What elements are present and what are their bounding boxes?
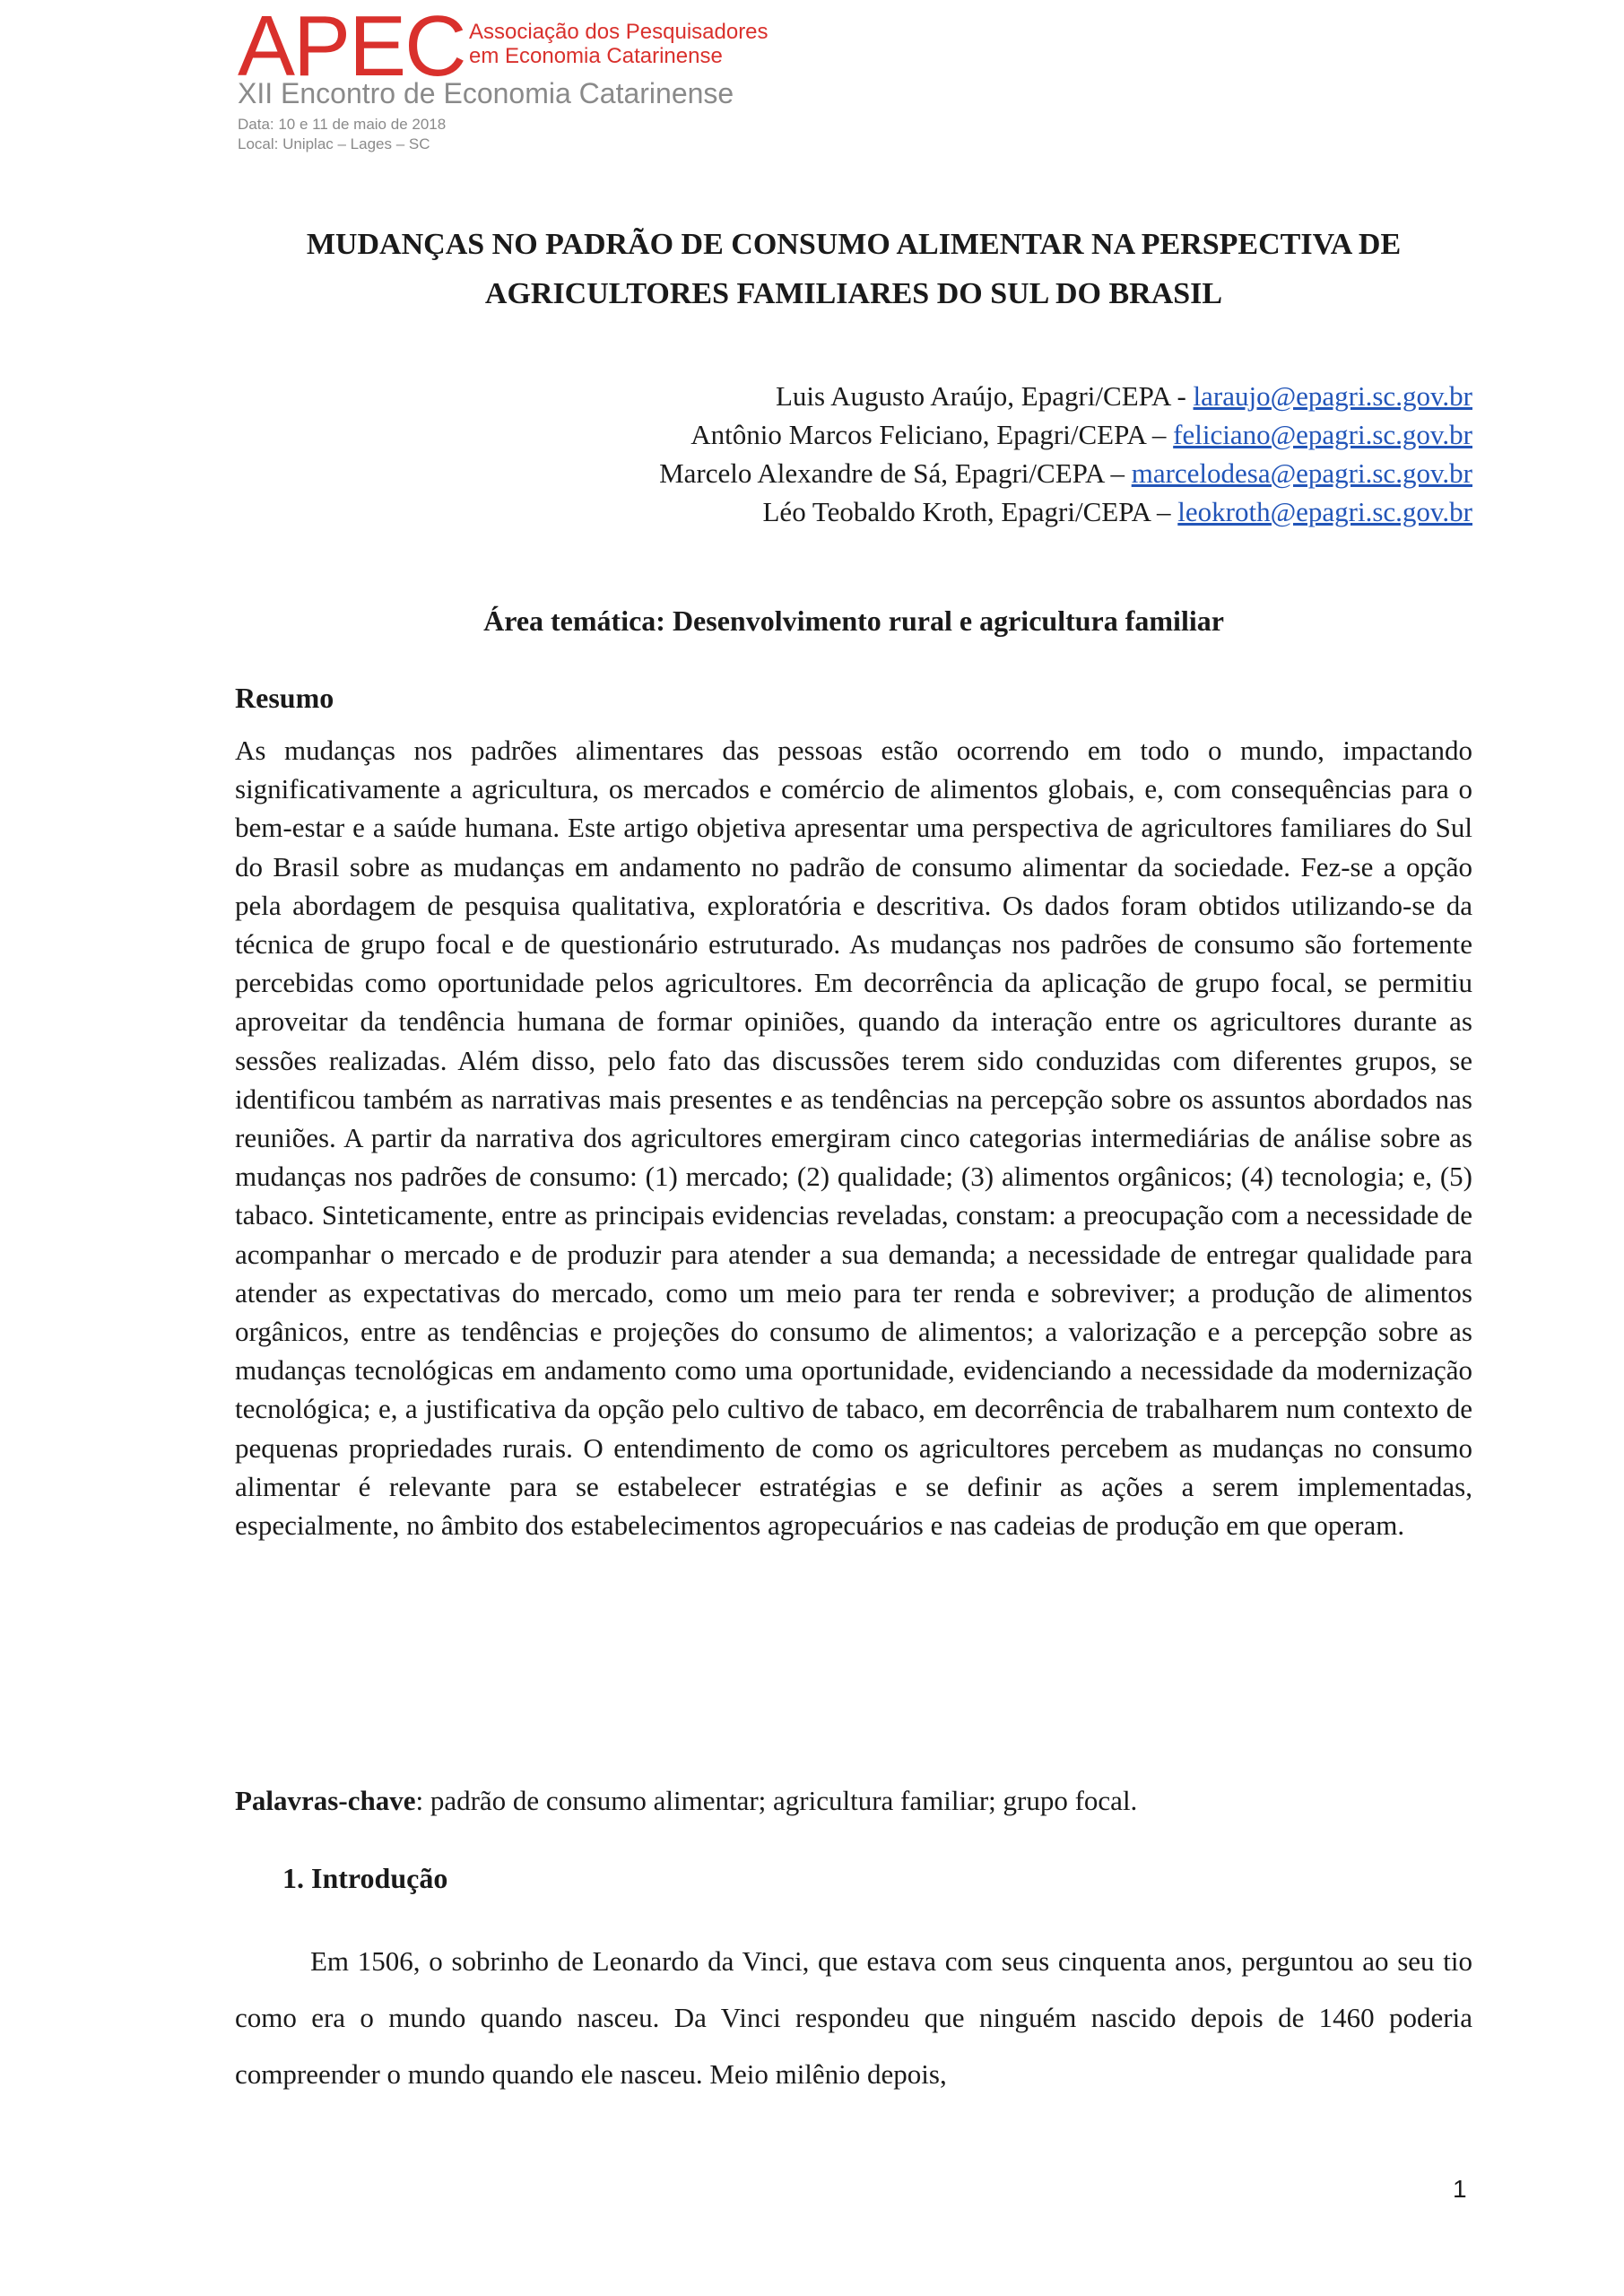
thematic-area: Área temática: Desenvolvimento rural e agricultura familiar xyxy=(483,604,1224,637)
author-name: Antônio Marcos Feliciano, Epagri/CEPA – xyxy=(690,419,1174,450)
author-name: Marcelo Alexandre de Sá, Epagri/CEPA – xyxy=(659,457,1132,489)
author-email-link[interactable]: marcelodesa@epagri.sc.gov.br xyxy=(1131,457,1472,489)
author-email-link[interactable]: feliciano@epagri.sc.gov.br xyxy=(1173,419,1472,450)
page-number: 1 xyxy=(1453,2175,1467,2203)
event-info xyxy=(238,115,446,154)
event-date: Data: 10 e 11 de maio de 2018 xyxy=(238,116,447,133)
event-location: Local: Uniplac – Lages – SC xyxy=(238,135,430,152)
apec-logo: APEC xyxy=(238,0,465,94)
conference-header xyxy=(238,0,794,157)
association-line-2: em Economia Catarinense xyxy=(469,44,723,68)
paper-title xyxy=(235,220,1472,318)
author-line xyxy=(235,415,1472,454)
author-line xyxy=(235,454,1472,492)
event-title: XII Encontro de Economia Catarinense xyxy=(238,77,734,109)
abstract-text: As mudanças nos padrões alimentares das pessoas estão ocorrendo em todo o mundo, impactando significativamente a agricultura, os mercados e comércio de alimentos globais, e, com consequências para o bem-estar e a saúde humana. Este artigo objetiva apresentar uma perspectiva de agricultores familiares do Sul do Brasil sobre as mudanças em andamento no padrão de consumo alimentar da sociedade. Fez-se a opção pela abordagem de pesquisa qualitativa, exploratória e descritiva. Os dados foram obtidos utilizando-se da técnica de grupo focal e de questionário estruturado. As mudanças nos padrões de consumo são fortemente percebidas como oportunidade pelos agricultores. Em decorrência da aplicação de grupo focal, se permitiu aproveitar da tendência humana de formar opiniões, quando da interação entre os agricultores durante as sessões realizadas. Além disso, pelo fato das discussões terem sido conduzidas com diferentes grupos, se identificou também as narrativas mais presentes e as tendências na percepção sobre os assuntos abordados nas reuniões. A partir da narrativa dos agricultores emergiram cinco categorias intermediárias de análise sobre as mudanças nos padrões de consumo: (1) mercado; (2) qualidade; (3) alimentos orgânicos; (4) tecnologia; e, (5) tabaco. Sinteticamente, entre as principais evidencias reveladas, constam: a preocupação com a necessidade de acompanhar o mercado e de produzir para atender a sua demanda; a necessidade de entregar qualidade para atender as expectativas do mercado, como um meio para ter renda e sobreviver; a produção de alimentos orgânicos, entre as tendências e projeções do consumo de alimentos; a valorização e a percepção sobre as mudanças tecnológicas em andamento como uma oportunidade, evidenciando a necessidade da modernização tecnológica; e, a justificativa da opção pelo cultivo de tabaco, em decorrência de trabalharem num contexto de pequenas propriedades rurais. O entendimento de como os agricultores percebem as mudanças no consumo alimentar é relevante para se estabelecer estratégias e se definir as ações a serem implementadas, especialmente, no âmbito dos estabelecimentos agropecuários e nas cadeias de produção em que operam. xyxy=(235,735,1472,1542)
keywords xyxy=(235,1781,1472,1821)
section-heading-introduction: 1. Introdução xyxy=(282,1862,448,1894)
abstract-heading: Resumo xyxy=(235,682,334,714)
author-list xyxy=(235,377,1472,531)
author-line xyxy=(235,377,1472,415)
author-line xyxy=(235,492,1472,531)
introduction-paragraph: Em 1506, o sobrinho de Leonardo da Vinci, que estava com seus cinquenta anos, perguntou ao seu tio como era o mundo quando nasceu. Da Vinci respondeu que ninguém nascido depois de 1460 poderia compreender o mundo quando ele nasceu. Meio milênio depois, xyxy=(235,1945,1472,2090)
association-line-1: Associação dos Pesquisadores xyxy=(469,20,769,44)
author-name: Luis Augusto Araújo, Epagri/CEPA - xyxy=(775,380,1194,412)
author-email-link[interactable]: laraujo@epagri.sc.gov.br xyxy=(1193,380,1472,412)
keywords-list: : padrão de consumo alimentar; agricultura familiar; grupo focal. xyxy=(415,1785,1138,1816)
title-line-2: AGRICULTORES FAMILIARES DO SUL DO BRASIL xyxy=(484,277,1223,310)
author-email-link[interactable]: leokroth@epagri.sc.gov.br xyxy=(1177,496,1472,527)
association-name xyxy=(469,20,769,68)
title-line-1: MUDANÇAS NO PADRÃO DE CONSUMO ALIMENTAR NA PERSPECTIVA DE xyxy=(306,228,1402,261)
keywords-label: Palavras-chave xyxy=(235,1785,416,1816)
author-name: Léo Teobaldo Kroth, Epagri/CEPA – xyxy=(762,496,1178,527)
